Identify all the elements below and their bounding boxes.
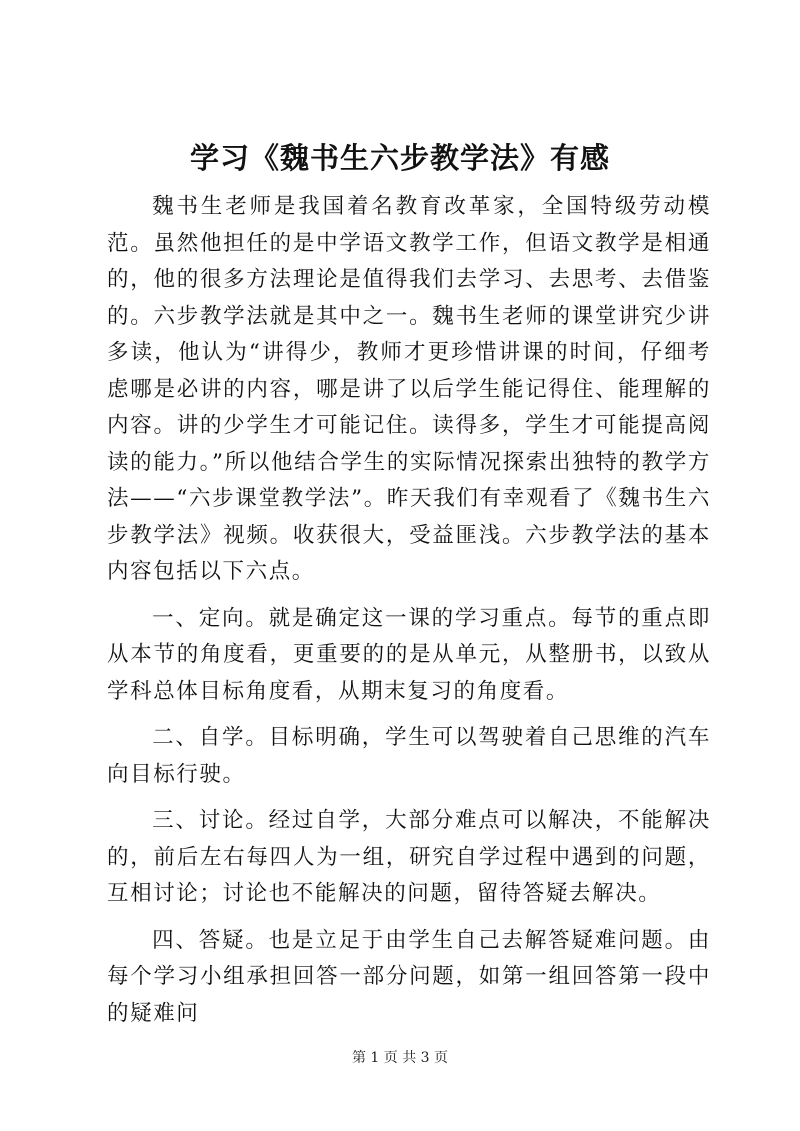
paragraph-step-1: 一、定向。就是确定这一课的学习重点。每节的重点即从本节的角度看，更重要的的是从单元，从整册书，以致从学科总体目标角度看，从期末复习的角度看。 <box>107 605 711 704</box>
page-number-footer: 第 1 页 共 3 页 <box>351 1050 449 1066</box>
paragraph-step-4: 四、答疑。也是立足于由学生自己去解答疑难问题。由每个学习小组承担回答一部分问题，如第一组回答第一段中的疑难问 <box>107 927 711 1026</box>
paragraph-intro: 魏书生老师是我国着名教育改革家，全国特级劳动模范。虽然他担任的是中学语文教学工作，但语文教学是相通的，他的很多方法理论是值得我们去学习、去思考、去借鉴的。六步教学法就是其中之一。魏书生老师的课堂讲究少讲多读，他认为“讲得少，教师才更珍惜讲课的时间，仔细考虑哪是必讲的内容，哪是讲了以后学生能记得住、能理解的内容。讲的少学生才可能记住。读得多，学生才可能提高阅读的能力。”所以他结合学生的实际情况探索出独特的教学方法——“六步课堂教学法”。昨天我们有幸观看了《魏书生六步教学法》视频。收获很大，受益匪浅。六步教学法的基本内容包括以下六点。 <box>107 194 711 584</box>
paragraph-step-2: 二、自学。目标明确，学生可以驾驶着自己思维的汽车向目标行驶。 <box>107 725 711 787</box>
document-title: 学习《魏书生六步教学法》有感 <box>189 141 610 175</box>
document-body <box>107 189 711 1042</box>
paragraph-step-3: 三、讨论。经过自学，大部分难点可以解决，不能解决的，前后左右每四人为一组，研究自学过程中遇到的问题，互相讨论；讨论也不能解决的问题，留待答疑去解决。 <box>107 808 711 906</box>
